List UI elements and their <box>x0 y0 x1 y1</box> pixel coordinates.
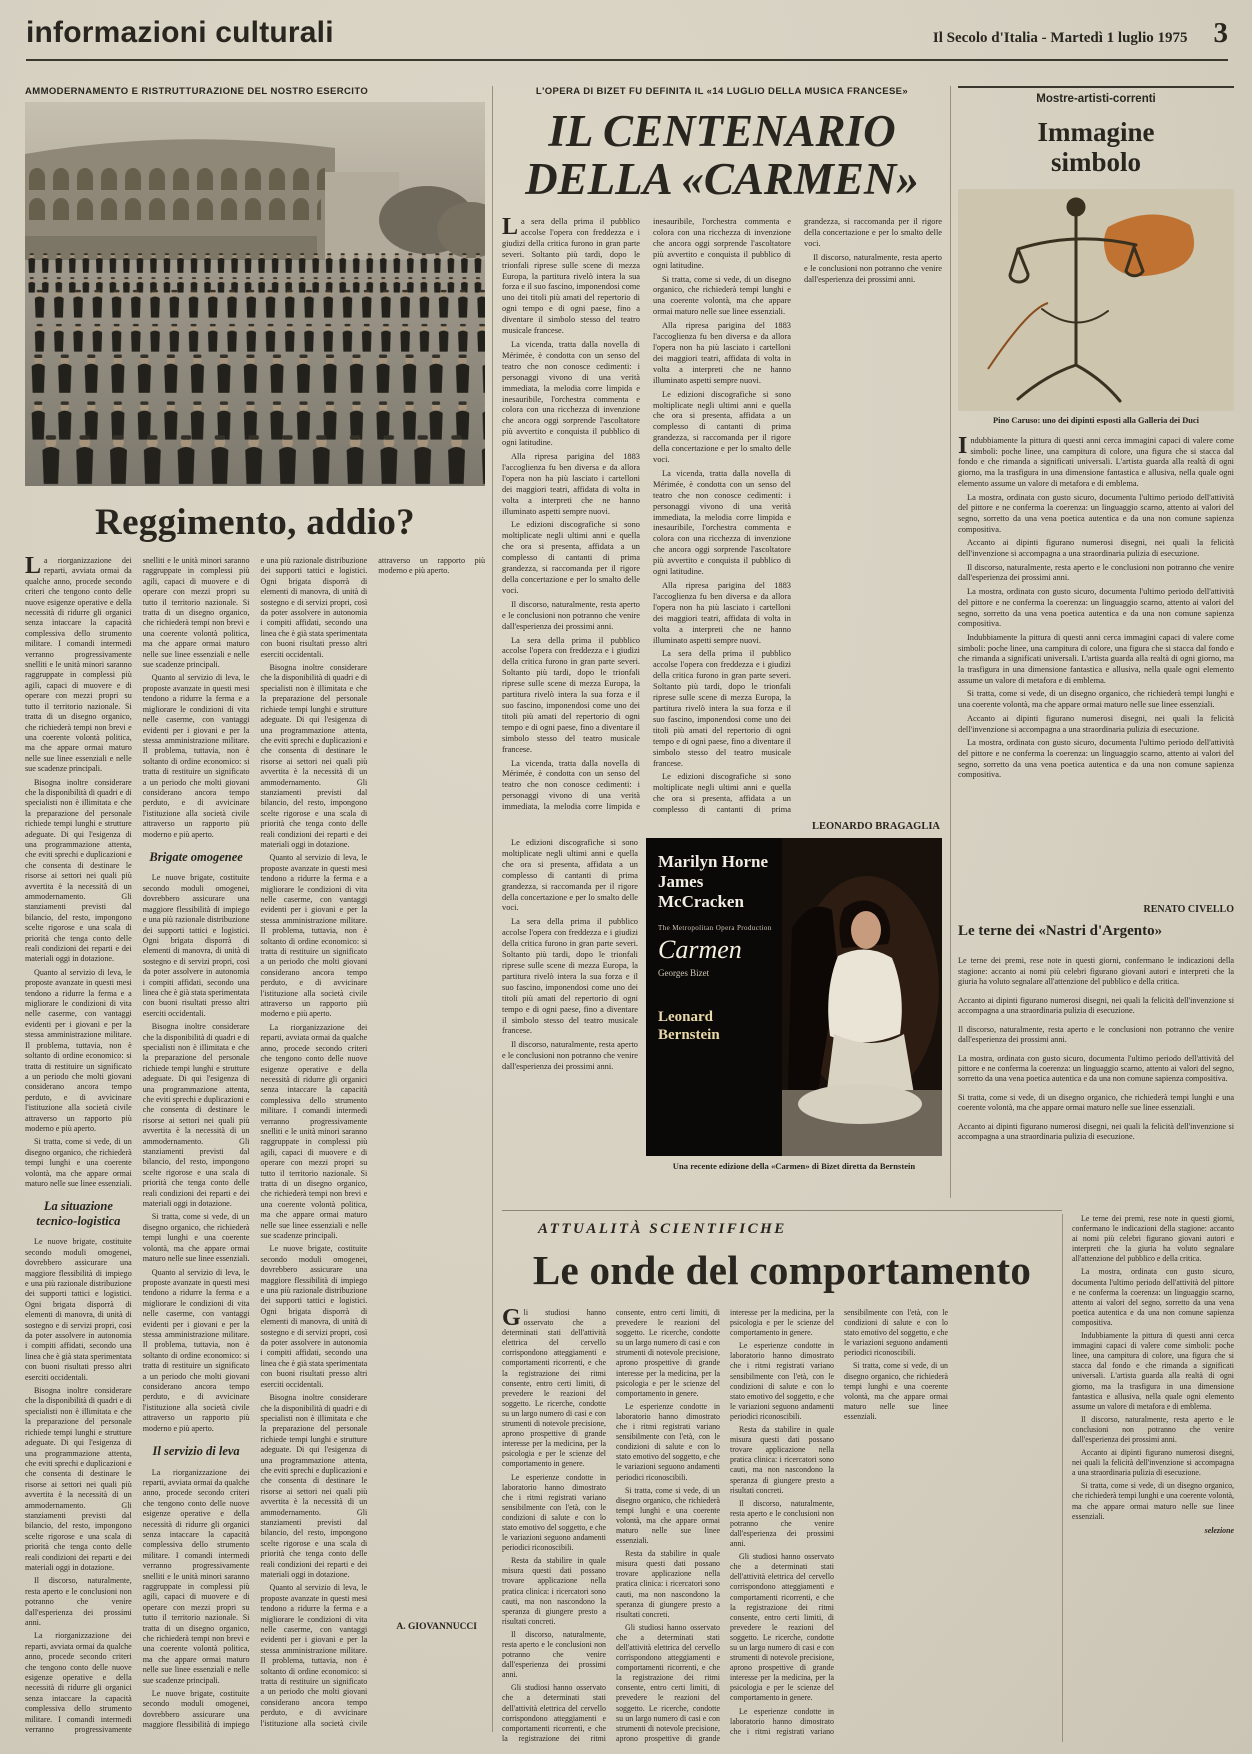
paragraph: Si tratta, come si vede, di un disegno organico, che richiederà tempi lunghi e una coerente volontà, ma che appare ormai maturo nelle sue linee essenziali. <box>653 274 791 317</box>
paragraph: Le esperienze condotte in laboratorio hanno dimostrato che i ritmi registrati variano sensibilmente con l'età, con le condizioni di salute e con lo stato emotivo del soggetto, e che le variazioni seguono andamenti periodici riconoscibili. <box>616 1401 720 1482</box>
carmen-album-cover <box>646 838 942 1156</box>
paragraph: La riorganizzazione dei reparti, avviata ormai da qualche anno, procede secondo criteri che tengono conto delle nuove esigenze operative e della necessità di ridurre gli organici senza intaccare la capacità complessiva dello strumento militare. I comandi intermedi verranno progressivamente snelliti e le unità minori saranno raggruppate in complessi più agili, capaci di muovere e di operare con mezzi propri su tutto il territorio nazionale. Si tratta di un disegno organico, che richiederà tempi non brevi e una coerente volontà politica, ma che appare ormai maturo nelle sue linee essenziali e nelle sue scadenze principali. <box>260 1022 368 1240</box>
page-header <box>26 16 1228 61</box>
paragraph: Le edizioni discografiche si sono moltiplicate negli ultimi anni e quella che ora si presenta, affidata a un complesso di cantanti di prima grandezza, si raccomanda per il rigore della concertazione e per lo smalto delle voci. <box>653 389 791 465</box>
closing-word: selezione <box>1204 1525 1234 1535</box>
right-column <box>958 86 1234 1172</box>
album-conductor: Leonard Bernstein <box>658 1009 720 1043</box>
album-artist: Marilyn Horne <box>658 852 769 871</box>
paragraph: Le nuove brigate, costituite secondo moduli omogenei, dovrebbero assicurare una maggiore flessibilità di impiego e una più razionale distribuzione dei supporti tattici e logistici. Ogni brigata disporrà di elementi di manovra, di unità di sostegno e di servizi propri, così da poter assolvere in autonomia i compiti affidati, secondo una linea che è già stata sperimentata con buoni risultati presso altri eserciti occidentali. <box>142 873 250 1018</box>
paragraph: Le terne dei premi, rese note in questi giorni, confermano le indicazioni della stagione: accanto ai nomi più celebri figurano giovani autori e interpreti che la giuria ha voluto segnalare all'attenzione del pubblico e della critica. <box>1072 1214 1234 1264</box>
paragraph: La mostra, ordinata con gusto sicuro, documenta l'ultimo periodo dell'attività del pittore e ne conferma la coerenza: un linguaggio scarno, attento ai valori del segno, sorretto da una vena poetica autentica e da una non comune sapienza compositiva. <box>958 1053 1234 1084</box>
paragraph: Il discorso, naturalmente, resta aperto e le conclusioni non potranno che venire dall'esperienza dei prossimi anni. <box>25 1576 132 1627</box>
subhead-brigate-omogenee: Brigate omogenee <box>149 849 243 864</box>
paragraph: Bisogna inoltre considerare che la disponibilità di quadri e di specialisti non è illimitata e che la preparazione del personale richiede tempi lunghi e strutture adeguate. Di qui l'esigenza di una programmazione attenta, che eviti sprechi e duplicazioni e che consenta di destinare le risorse ai settori nei quali più avvertita è la necessità di un ammodernamento. Gli stanziamenti previsti dal bilancio, del resto, impongono scelte rigorose e una scala di priorità che tenga conto delle reali condizioni dei reparti e dei materiali oggi in dotazione. <box>25 1386 132 1572</box>
paragraph: Resta da stabilire in quale misura questi dati possano trovare applicazione nella pratica clinica: i ricercatori sono cauti, ma non nascondono la speranza di giungere presto a risultati concreti. <box>616 1549 720 1619</box>
paragraph: Indubbiamente la pittura di questi anni cerca immagini capaci di valere come simboli: poche linee, una campitura di colore, una figura che si stacca dal fondo e che rimanda a significati universali. L'artista guarda alla realtà di ogni giorno, ma la trasfigura in una dimensione fantastica e allusiva, nella quale ogni elemento assume un valore di metafora e di emblema. <box>958 436 1234 488</box>
subhead-tecnico-logistica: La situazione tecnico-logistica <box>36 1199 121 1228</box>
center-lower-row <box>502 838 942 1156</box>
center-article-continuation <box>502 838 638 1156</box>
nastri-argento-continuation <box>1072 1214 1234 1744</box>
paragraph: Accanto ai dipinti figurano numerosi disegni, nei quali la felicità dell'invenzione si accompagna a una straordinaria pulizia di esecuzione. <box>958 713 1234 734</box>
paragraph: Resta da stabilire in quale misura questi dati possano trovare applicazione nella pratica clinica: i ricercatori sono cauti, ma non nascondono la speranza di giungere presto a risultati concreti. <box>730 1425 834 1495</box>
right-column-body <box>958 436 1234 898</box>
paragraph: Il discorso, naturalmente, resta aperto e le conclusioni non potranno che venire dall'esperienza dei prossimi anni. <box>502 1629 606 1680</box>
paragraph: Le esperienze condotte in laboratorio hanno dimostrato che i ritmi registrati variano sensibilmente con l'età, con le condizioni di salute e con lo stato emotivo del soggetto, e che le variazioni seguono andamenti periodici riconoscibili. <box>730 1341 834 1421</box>
paragraph: Quanto al servizio di leva, le proposte avanzate in questi mesi tendono a ridurre la ferma e a migliorare le condizioni di vita nelle caserme, con vantaggi evidenti per i giovani e per la stessa amministrazione militare. Il problema, tuttavia, non è soltanto di ordine economico: si tratta di restituire un significato a un periodo che molti giovani considerano ancora tempo perduto, e di avvicinare l'istituzione alla società civile attraverso un rapporto più moderno e più aperto. <box>260 556 485 1728</box>
right-column-section-header: Mostre-artisti-correnti <box>958 86 1234 105</box>
album-caption: Una recente edizione della «Carmen» di Bizet diretta da Bernstein <box>672 1161 916 1171</box>
paragraph: La mostra, ordinata con gusto sicuro, documenta l'ultimo periodo dell'attività del pittore e ne conferma la coerenza: un linguaggio scarno, attento ai valori del segno, sorretto da una vena poetica autentica e da una non comune sapienza compositiva. <box>958 492 1234 534</box>
nastri-argento-subhead: Le terne dei «Nastri d'Argento» <box>958 923 1163 939</box>
bottom-article-body <box>502 1308 1062 1744</box>
headline-line: DELLA «CARMEN» <box>525 154 919 204</box>
paragraph: Quanto al servizio di leva, le proposte avanzate in questi mesi tendono a ridurre la ferma e a migliorare le condizioni di vita nelle caserme, con vantaggi evidenti per i giovani e per la stessa amministrazione militare. Il problema, tuttavia, non è soltanto di ordine economico: si tratta di restituire un significato a un periodo che molti giovani considerano ancora tempo perduto, e di avvicinare l'istituzione alla società civile attraverso un rapporto più moderno e più aperto. <box>142 673 250 839</box>
paragraph: Il discorso, naturalmente, resta aperto e le conclusioni non potranno che venire dall'esperienza dei prossimi anni. <box>502 599 640 631</box>
paragraph: Bisogna inoltre considerare che la disponibilità di quadri e di specialisti non è illimitata e che la preparazione del personale richiede tempi lunghi e strutture adeguate. Di qui l'esigenza di una programmazione attenta, che eviti sprechi e duplicazioni e che consenta di destinare le risorse ai settori nei quali più avvertita è la necessità di un ammodernamento. Gli stanziamenti previsti dal bilancio, del resto, impongono scelte rigorose e una scala di priorità che tenga conto delle reali condizioni dei reparti e dei materiali oggi in dotazione. <box>142 1022 250 1209</box>
center-article-kicker: L'OPERA DI BIZET FU DEFINITA IL «14 LUGLIO DELLA MUSICA FRANCESE» <box>535 86 909 97</box>
left-article <box>25 86 485 1736</box>
paragraph: Il discorso, naturalmente, resta aperto e le conclusioni non potranno che venire dall'esperienza dei prossimi anni. <box>804 252 942 284</box>
bottom-article-headline: Le onde del comportamento <box>532 1247 1032 1293</box>
column-rule <box>1062 1214 1063 1742</box>
paragraph: La riorganizzazione dei reparti, avviata ormai da qualche anno, procede secondo criteri che tengono conto delle nuove esigenze operative e della necessità di ridurre gli organici senza intaccare la capacità complessiva dello strumento militare. I comandi intermedi verranno progressivamente snelliti e le unità minori saranno raggruppate in complessi più agili, capaci di muovere e di operare con mezzi propri su tutto il territorio nazionale. Si tratta di un disegno organico, che richiederà tempi non brevi e una coerente volontà politica, ma che appare ormai maturo nelle sue linee essenziali e nelle sue scadenze principali. <box>142 1467 250 1685</box>
album-text-panel <box>646 838 782 1156</box>
center-article <box>502 86 942 1171</box>
paragraph: La mostra, ordinata con gusto sicuro, documenta l'ultimo periodo dell'attività del pittore e ne conferma la coerenza: un linguaggio scarno, attento ai valori del segno, sorretto da una vena poetica autentica e da una non comune sapienza compositiva. <box>958 587 1234 629</box>
paragraph: Si tratta, come si vede, di un disegno organico, che richiederà tempi lunghi e una coerente volontà, ma che appare ormai maturo nelle sue linee essenziali. <box>958 689 1234 710</box>
paragraph: Le edizioni discografiche si sono moltiplicate negli ultimi anni e quella che ora si presenta, affidata a un complesso di cantanti di prima grandezza, si raccomanda per il rigore della concertazione e per lo smalto delle voci. <box>502 520 640 595</box>
paragraph: Si tratta, come si vede, di un disegno organico, che richiederà tempi lunghi e una coerente volontà, ma che appare ormai maturo nelle sue linee essenziali. <box>25 1137 132 1188</box>
right-column-byline: RENATO CIVELLO <box>1143 904 1234 915</box>
headline-line: IL CENTENARIO <box>548 106 896 156</box>
paragraph: Indubbiamente la pittura di questi anni cerca immagini capaci di valere come simboli: poche linee, una campitura di colore, una figura che si stacca dal fondo e che rimanda a significati universali. L'artista guarda alla realtà di ogni giorno, ma la trasfigura in una dimensione fantastica e allusiva, nella quale ogni elemento assume un valore di metafora e di emblema. <box>958 632 1234 685</box>
paragraph: Alla ripresa parigina del 1883 l'accoglienza fu ben diversa e da allora l'opera non ha più lasciato i cartelloni dei maggiori teatri, affidata di volta in volta a interpreti che ne hanno illuminato aspetti sempre nuovi. <box>653 581 791 645</box>
paragraph: Il discorso, naturalmente, resta aperto e le conclusioni non potranno che venire dall'esperienza dei prossimi anni. <box>958 562 1234 583</box>
parade-photo <box>25 102 485 486</box>
paragraph: Le nuove brigate, costituite secondo moduli omogenei, dovrebbero assicurare una maggiore flessibilità di impiego e una più razionale distribuzione dei supporti tattici e logistici. Ogni brigata disporrà di elementi di manovra, di unità di sostegno e di servizi propri, così da poter assolvere in autonomia i compiti affidati, secondo una linea che è già stata sperimentata con buoni risultati presso altri eserciti occidentali. <box>142 556 368 1730</box>
subhead-servizio-di-leva: Il servizio di leva <box>152 1444 240 1458</box>
paragraph: Accanto ai dipinti figurano numerosi disegni, nei quali la felicità dell'invenzione si accompagna a una straordinaria pulizia di esecuzione. <box>958 995 1234 1015</box>
paragraph: Gli studiosi hanno osservato che a determinati stati dell'attività elettrica del cervello corrispondono atteggiamenti e comportamenti ricorrenti, e che la registrazione dei ritmi consente, entro certi limiti, di prevedere le reazioni del soggetto. Le ricerche, condotte su un largo numero di casi e con strumenti di notevole precisione, aprono prospettive di grande interesse per la medicina, per la psicologia e per le scienze del comportamento in genere. <box>730 1552 834 1703</box>
paragraph: Le nuove brigate, costituite secondo moduli omogenei, dovrebbero assicurare una maggiore flessibilità di impiego e una più razionale distribuzione dei supporti tattici e logistici. Ogni brigata disporrà di elementi di manovra, di unità di sostegno e di servizi propri, così da poter assolvere in autonomia i compiti affidati, secondo una linea che è già stata sperimentata con buoni risultati presso altri eserciti occidentali. <box>25 1237 132 1382</box>
paragraph: Si tratta, come si vede, di un disegno organico, che richiederà tempi lunghi e una coerente volontà, ma che appare ormai maturo nelle sue linee essenziali. <box>1072 1481 1234 1521</box>
paragraph: Resta da stabilire in quale misura questi dati possano trovare applicazione nella pratica clinica: i ricercatori sono cauti, ma non nascondono la speranza di giungere presto a risultati concreti. <box>502 1556 606 1626</box>
paragraph: Indubbiamente la pittura di questi anni cerca immagini capaci di valere come simboli: poche linee, una campitura di colore, una figura che si stacca dal fondo e che rimanda a significati universali. L'artista guarda alla realtà di ogni giorno, ma la trasfigura in una dimensione fantastica e allusiva, nella quale ogni elemento assume un valore di metafora e di emblema. <box>1072 1331 1234 1411</box>
paragraph: La sera della prima il pubblico accolse l'opera con freddezza e i giudizi della critica furono in gran parte severi. Soltanto più tardi, dopo le trionfali riprese sulle scene di mezza Europa, la partitura rivelò intera la sua forza e il suo fascino, imponendosi come uno dei titoli più amati del repertorio di ogni tempo e di ogni paese, fino a diventare il simbolo stesso del teatro musicale francese. <box>502 217 640 336</box>
headline-line: Immagine <box>1037 117 1155 147</box>
paragraph: Le nuove brigate, costituite secondo moduli omogenei, dovrebbero assicurare una maggiore flessibilità di impiego e una più razionale distribuzione dei supporti tattici e logistici. Ogni brigata disporrà di elementi di manovra, di unità di sostegno e di servizi propri, così da poter assolvere in autonomia i compiti affidati, secondo una linea che è già stata sperimentata con buoni risultati presso altri eserciti occidentali. <box>260 1244 368 1389</box>
center-article-byline: LEONARDO BRAGAGLIA <box>811 821 940 832</box>
paragraph: Si tratta, come si vede, di un disegno organico, che richiederà tempi lunghi e una coerente volontà, ma che appare ormai maturo nelle sue linee essenziali. <box>142 1212 250 1264</box>
left-article-byline: A. GIOVANNUCCI <box>396 1622 477 1632</box>
paragraph: Le esperienze condotte in laboratorio hanno dimostrato che i ritmi registrati variano sensibilmente con l'età, con le condizioni di salute e con lo stato emotivo del soggetto, e che le variazioni seguono andamenti periodici riconoscibili. <box>730 1308 948 1736</box>
column-rule <box>492 86 493 1732</box>
paragraph: Le edizioni discografiche si sono moltiplicate negli ultimi anni e quella che ora si presenta, affidata a un complesso di cantanti di prima grandezza, si raccomanda per il rigore della concertazione e per lo smalto delle voci. <box>653 217 942 815</box>
paragraph: La riorganizzazione dei reparti, avviata ormai da qualche anno, procede secondo criteri che tengono conto delle nuove esigenze operative e della necessità di ridurre gli organici senza intaccare la capacità complessiva dello strumento militare. I comandi intermedi verranno progressivamente snelliti e le unità minori saranno raggruppate in complessi più agili, capaci di muovere e di operare con mezzi propri su tutto il territorio nazionale. Si tratta di un disegno organico, che richiederà tempi non brevi e una coerente volontà politica, ma che appare ormai maturo nelle sue linee essenziali e nelle sue scadenze principali. <box>25 556 132 774</box>
left-article-kicker: AMMODERNAMENTO E RISTRUTTURAZIONE DEL NOSTRO ESERCITO <box>25 86 369 97</box>
nastri-argento-body <box>958 948 1234 1172</box>
album-photo-illustration <box>782 838 942 1156</box>
center-article-body <box>502 217 942 817</box>
album-artist: James McCracken <box>658 872 744 911</box>
paragraph: Le edizioni discografiche si sono moltiplicate negli ultimi anni e quella che ora si presenta, affidata a un complesso di cantanti di prima grandezza, si raccomanda per il rigore della concertazione e per lo smalto delle voci. <box>502 838 638 913</box>
left-article-headline: Reggimento, addio? <box>95 502 415 543</box>
right-column-headline <box>958 117 1234 177</box>
paragraph: Il discorso, naturalmente, resta aperto e le conclusioni non potranno che venire dall'esperienza dei prossimi anni. <box>730 1498 834 1549</box>
paragraph: Accanto ai dipinti figurano numerosi disegni, nei quali la felicità dell'invenzione si accompagna a una straordinaria pulizia di esecuzione. <box>1072 1448 1234 1478</box>
artwork-illustration <box>958 189 1234 411</box>
album-title: Carmen <box>658 935 742 964</box>
paragraph: Quanto al servizio di leva, le proposte avanzate in questi mesi tendono a ridurre la ferma e a migliorare le condizioni di vita nelle caserme, con vantaggi evidenti per i giovani e per la stessa amministrazione militare. Il problema, tuttavia, non è soltanto di ordine economico: si tratta di restituire un significato a un periodo che molti giovani considerano ancora tempo perduto, e di avvicinare l'istituzione alla società civile attraverso un rapporto più moderno e più aperto. <box>142 1267 250 1433</box>
album-composer: Georges Bizet <box>658 968 710 978</box>
paragraph: Accanto ai dipinti figurano numerosi disegni, nei quali la felicità dell'invenzione si accompagna a una straordinaria pulizia di esecuzione. <box>958 538 1234 559</box>
bottom-article-kicker: ATTUALITÀ SCIENTIFICHE <box>538 1221 787 1237</box>
column-rule <box>950 86 951 1198</box>
paragraph: La riorganizzazione dei reparti, avviata ormai da qualche anno, procede secondo criteri che tengono conto delle nuove esigenze operative e della necessità di ridurre gli organici senza intaccare la capacità complessiva dello strumento militare. I comandi intermedi verranno progressivamente snelliti e le unità minori saranno raggruppate in complessi più agili, capaci di muovere e di operare con mezzi propri su tutto il territorio nazionale. Si tratta di un disegno organico, che richiederà tempi non brevi e una coerente volontà politica, ma che appare ormai maturo nelle sue linee essenziali e nelle sue scadenze principali. <box>25 556 250 1735</box>
paragraph: La vicenda, tratta dalla novella di Mérimée, è condotta con un senso del teatro che non conosce cedimenti: i personaggi vivono di una verità immediata, la melodia corre limpida e inesauribile, l'orchestra commenta e colora con una ricchezza di invenzione che ancora oggi sorprende l'ascoltatore più avvertito e conquista il pubblico di ogni latitudine. <box>502 217 791 812</box>
paragraph: La vicenda, tratta dalla novella di Mérimée, è condotta con un senso del teatro che non conosce cedimenti: i personaggi vivono di una verità immediata, la melodia corre limpida e inesauribile, l'orchestra commenta e colora con una ricchezza di invenzione che ancora oggi sorprende l'ascoltatore più avvertito e conquista il pubblico di ogni latitudine. <box>502 339 640 448</box>
headline-line: simbolo <box>1050 147 1142 177</box>
page-number: 3 <box>1213 17 1228 49</box>
paragraph: Quanto al servizio di leva, le proposte avanzate in questi mesi tendono a ridurre la ferma e a migliorare le condizioni di vita nelle caserme, con vantaggi evidenti per i giovani e per la stessa amministrazione militare. Il problema, tuttavia, non è soltanto di ordine economico: si tratta di restituire un significato a un periodo che molti giovani considerano ancora tempo perduto, e di avvicinare l'istituzione alla società civile attraverso un rapporto più moderno e più aperto. <box>260 853 368 1019</box>
masthead-group <box>933 17 1228 50</box>
masthead: Il Secolo d'Italia - Martedì 1 luglio 1975 <box>932 30 1188 46</box>
paragraph: La sera della prima il pubblico accolse l'opera con freddezza e i giudizi della critica furono in gran parte severi. Soltanto più tardi, dopo le trionfali riprese sulle scene di mezza Europa, la partitura rivelò intera la sua forza e il suo fascino, imponendosi come uno dei titoli più amati del repertorio di ogni tempo e di ogni paese, fino a diventare il simbolo stesso del teatro musicale francese. <box>502 917 638 1036</box>
paragraph: Gli studiosi hanno osservato che a determinati stati dell'attività elettrica del cervello corrispondono atteggiamenti e comportamenti ricorrenti, e che la registrazione dei ritmi consente, entro certi limiti, di prevedere le reazioni del soggetto. Le ricerche, condotte su un largo numero di casi e con strumenti di notevole precisione, aprono prospettive di grande interesse per la medicina, per la psicologia e per le scienze del comportamento in genere. <box>616 1308 834 1743</box>
section-title: informazioni culturali <box>26 16 334 49</box>
paragraph: Accanto ai dipinti figurano numerosi disegni, nei quali la felicità dell'invenzione si accompagna a una straordinaria pulizia di esecuzione. <box>958 1122 1234 1142</box>
paragraph: Il discorso, naturalmente, resta aperto e le conclusioni non potranno che venire dall'esperienza dei prossimi anni. <box>958 1024 1234 1044</box>
paragraph: La mostra, ordinata con gusto sicuro, documenta l'ultimo periodo dell'attività del pittore e ne conferma la coerenza: un linguaggio scarno, attento ai valori del segno, sorretto da una vena poetica autentica e da una non comune sapienza compositiva. <box>1072 1267 1234 1327</box>
paragraph: Le terne dei premi, rese note in questi giorni, confermano le indicazioni della stagione: accanto ai nomi più celebri figurano giovani autori e interpreti che la giuria ha voluto segnalare all'attenzione del pubblico e della critica. <box>958 956 1234 986</box>
paragraph: La vicenda, tratta dalla novella di Mérimée, è condotta con un senso del teatro che non conosce cedimenti: i personaggi vivono di una verità immediata, la melodia corre limpida e inesauribile, l'orchestra commenta e colora con una ricchezza di invenzione che ancora oggi sorprende l'ascoltatore più avvertito e conquista il pubblico di ogni latitudine. <box>653 468 791 577</box>
paragraph: La mostra, ordinata con gusto sicuro, documenta l'ultimo periodo dell'attività del pittore e ne conferma la coerenza: un linguaggio scarno, attento ai valori del segno, sorretto da una vena poetica autentica e da una non comune sapienza compositiva. <box>958 738 1234 780</box>
paragraph: Bisogna inoltre considerare che la disponibilità di quadri e di specialisti non è illimitata e che la preparazione del personale richiede tempi lunghi e strutture adeguate. Di qui l'esigenza di una programmazione attenta, che eviti sprechi e duplicazioni e che consenta di destinare le risorse ai settori nei quali più avvertita è la necessità di un ammodernamento. Gli stanziamenti previsti dal bilancio, del resto, impongono scelte rigorose e una scala di priorità che tenga conto delle reali condizioni dei reparti e dei materiali oggi in dotazione. <box>260 1393 368 1579</box>
album-production: The Metropolitan Opera Production <box>658 924 772 932</box>
paragraph: Si tratta, come si vede, di un disegno organico, che richiederà tempi lunghi e una coerente volontà, ma che appare ormai maturo nelle sue linee essenziali. <box>844 1361 948 1421</box>
paragraph: Il discorso, naturalmente, resta aperto e le conclusioni non potranno che venire dall'esperienza dei prossimi anni. <box>502 1040 638 1072</box>
paragraph: Le esperienze condotte in laboratorio hanno dimostrato che i ritmi registrati variano sensibilmente con l'età, con le condizioni di salute e con lo stato emotivo del soggetto, e che le variazioni seguono andamenti periodici riconoscibili. <box>502 1472 606 1553</box>
paragraph: Bisogna inoltre considerare che la disponibilità di quadri e di specialisti non è illimitata e che la preparazione del personale richiede tempi lunghi e strutture adeguate. Di qui l'esigenza di una programmazione attenta, che eviti sprechi e duplicazioni e che consenta di destinare le risorse ai settori nei quali più avvertita è la necessità di un ammodernamento. Gli stanziamenti previsti dal bilancio, del resto, impongono scelte rigorose e una scala di priorità che tenga conto delle reali condizioni dei reparti e dei materiali oggi in dotazione. <box>25 777 132 964</box>
paragraph: La sera della prima il pubblico accolse l'opera con freddezza e i giudizi della critica furono in gran parte severi. Soltanto più tardi, dopo le trionfali riprese sulle scene di mezza Europa, la partitura rivelò intera la sua forza e il suo fascino, imponendosi come uno dei titoli più amati del repertorio di ogni tempo e di ogni paese, fino a diventare il simbolo stesso del teatro musicale francese. <box>502 635 640 754</box>
left-article-body <box>25 556 485 1736</box>
paragraph: Il discorso, naturalmente, resta aperto e le conclusioni non potranno che venire dall'esperienza dei prossimi anni. <box>1072 1414 1234 1444</box>
center-article-headline <box>502 107 942 203</box>
paragraph: Quanto al servizio di leva, le proposte avanzate in questi mesi tendono a ridurre la ferma e a migliorare le condizioni di vita nelle caserme, con vantaggi evidenti per i giovani e per la stessa amministrazione militare. Il problema, tuttavia, non è soltanto di ordine economico: si tratta di restituire un significato a un periodo che molti giovani considerano ancora tempo perduto, e di avvicinare l'istituzione alla società civile attraverso un rapporto più moderno e più aperto. <box>25 967 132 1133</box>
paragraph: Alla ripresa parigina del 1883 l'accoglienza fu ben diversa e da allora l'opera non ha più lasciato i cartelloni dei maggiori teatri, affidata di volta in volta a interpreti che ne hanno illuminato aspetti sempre nuovi. <box>502 452 640 516</box>
paragraph: Si tratta, come si vede, di un disegno organico, che richiederà tempi lunghi e una coerente volontà, ma che appare ormai maturo nelle sue linee essenziali. <box>958 1093 1234 1113</box>
paragraph: Gli studiosi hanno osservato che a determinati stati dell'attività elettrica del cervello corrispondono atteggiamenti e comportamenti ricorrenti, e che la registrazione dei ritmi consente, entro certi limiti, di prevedere le reazioni del soggetto. Le ricerche, condotte su un largo numero di casi e con strumenti di notevole precisione, aprono prospettive di grande interesse per la medicina, per la psicologia e per le scienze del comportamento in genere. <box>502 1308 720 1743</box>
paragraph: Bisogna inoltre considerare che la disponibilità di quadri e di specialisti non è illimitata e che la preparazione del personale richiede tempi lunghi e strutture adeguate. Di qui l'esigenza di una programmazione attenta, che eviti sprechi e duplicazioni e che consenta di destinare le risorse ai settori nei quali più avvertita è la necessità di un ammodernamento. Gli stanziamenti previsti dal bilancio, del resto, impongono scelte rigorose e una scala di priorità che tenga conto delle reali condizioni dei reparti e dei materiali oggi in dotazione. <box>260 663 368 849</box>
artwork-caption: Pino Caruso: uno dei dipinti esposti alla Galleria dei Duci <box>993 416 1199 425</box>
bottom-article <box>502 1210 1062 1744</box>
paragraph: Alla ripresa parigina del 1883 l'accoglienza fu ben diversa e da allora l'opera non ha più lasciato i cartelloni dei maggiori teatri, affidata di volta in volta a interpreti che ne hanno illuminato aspetti sempre nuovi. <box>653 321 791 385</box>
paragraph: Gli studiosi hanno osservato che a determinati stati dell'attività elettrica del cervello corrispondono atteggiamenti e comportamenti ricorrenti, e che la registrazione dei ritmi consente, entro certi limiti, di prevedere le reazioni del soggetto. Le ricerche, condotte su un largo numero di casi e con strumenti di notevole precisione, aprono prospettive di grande interesse per la medicina, per la psicologia e per le scienze del comportamento in genere. <box>502 1308 606 1469</box>
paragraph: La sera della prima il pubblico accolse l'opera con freddezza e i giudizi della critica furono in gran parte severi. Soltanto più tardi, dopo le trionfali riprese sulle scene di mezza Europa, la partitura rivelò intera la sua forza e il suo fascino, imponendosi come uno dei titoli più amati del repertorio di ogni tempo e di ogni paese, fino a diventare il simbolo stesso del teatro musicale francese. <box>653 649 791 768</box>
paragraph: Si tratta, come si vede, di un disegno organico, che richiederà tempi lunghi e una coerente volontà, ma che appare ormai maturo nelle sue linee essenziali. <box>616 1485 720 1546</box>
